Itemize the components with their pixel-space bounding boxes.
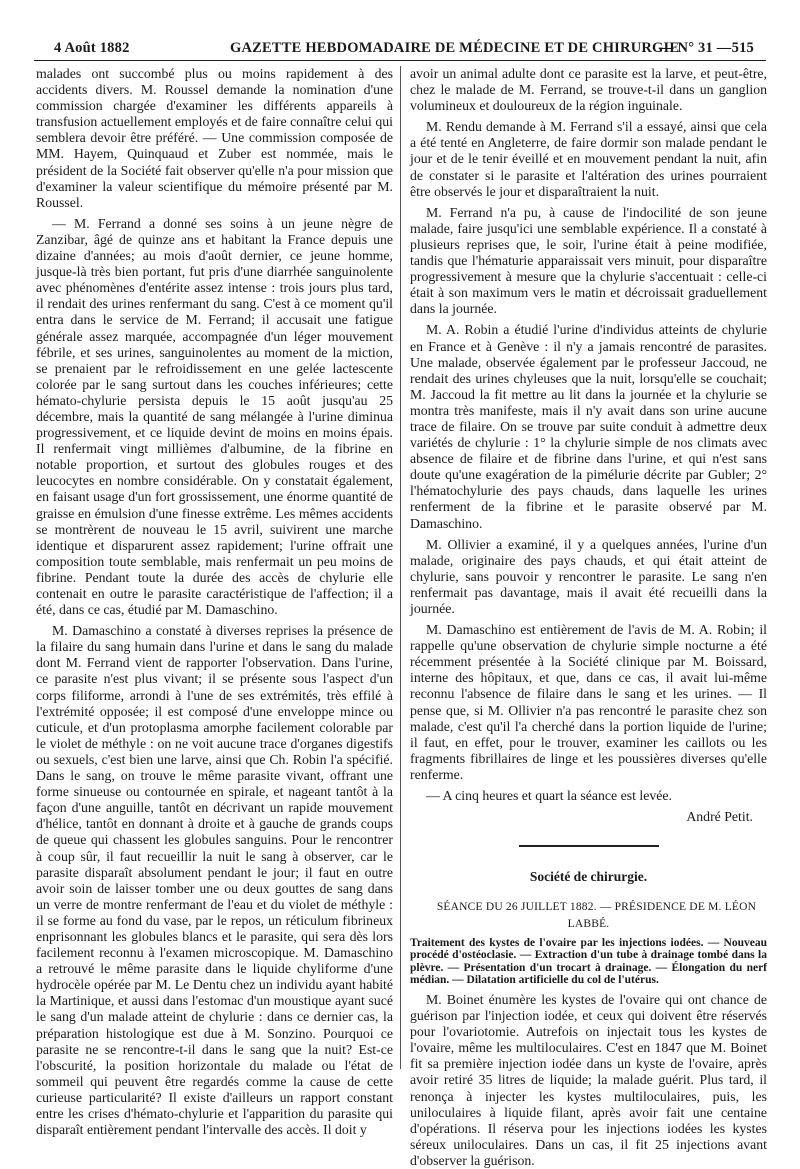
paragraph: M. Boinet énumère les kystes de l'ovaire qui ont chance de guérison par l'injection iodée, et ceux qui doivent être réservés pour l'ovariotomie. Autrefois on injectait tous les kystes de l'ovaire, même les multiloculaires. C'est en 1847 que M. Boinet fit sa première injection iodée dans un kyste de l'ovaire, après avoir retiré 35 litres de liquide; la malade guérit. Plus tard, il renonça à injecter les kystes multiloculaires, puis, les uniloculaires à liquide filant, après avoir fait une centaine d'opérations. Il réserva pour les injections iodées les kystes séreux uniloculaires. Dans un cas, il fit 25 injections avant d'observer la guérison. (410, 991, 767, 1168)
header-title: GAZETTE HEBDOMADAIRE DE MÉDECINE ET DE CHIRURGIE (230, 40, 680, 56)
header-page-number: 515 (731, 40, 754, 56)
paragraph: malades ont succombé plus ou moins rapidement à des accidents divers. M. Roussel demande la nomination d'une commission chargée d'examiner les différents appareils à transfusion actuellement employés et de faire connaître celui qui semblera devoir être préféré. — Une commission composée de MM. Hayem, Quinquaud et Zuber est nommée, mais le président de la Société fait observer qu'elle n'a pour mission que d'examiner la valeur scientifique du mémoire présenté par M. Roussel. (36, 66, 393, 210)
column-divider (400, 66, 401, 1069)
session-summary: Traitement des kystes de l'ovaire par les injections iodées. — Nouveau procédé d'ostéoclasie. — Extraction d'un tube à drainage tombé dans la plèvre. — Présentation d'un trocart à drainage. — Élongation du nerf médian. — Dilatation artificielle du col de l'utérus. (410, 936, 767, 987)
right-column (410, 66, 767, 1168)
paragraph: M. A. Robin a étudié l'urine d'individus atteints de chylurie en France et à Genève : il n'y a jamais rencontré de parasites. Une malade, observée également par le professeur Jaccoud, ne rendait des urines chyleuses que la nuit, lorsqu'elle se couchait; M. Jaccoud la fit mettre au lit dans la journée et la chylurie se montra très manifeste, mais il n'y avait dans son urine aucune trace de filaire. On se trouve par suite conduit à admettre deux variétés de chylurie : 1° la chylurie simple de nos climats avec absence de filaire et de fibrine dans l'urine, et qui n'est sans doute qu'une exagération de la pimélurie décrite par Gubler; 2° l'hématochylurie des pays chauds, dans laquelle les urines renferment de la fibrine et le parasite observé par M. Damaschino. (410, 322, 767, 531)
paragraph: avoir un animal adulte dont ce parasite est la larve, et peut-être, chez le malade de M. Ferrand, se trouve-t-il dans un ganglion volumineux et douloureux de la région inguinale. (410, 66, 767, 114)
paragraph: M. Rendu demande à M. Ferrand s'il a essayé, ainsi que cela a été tenté en Angleterre, de faire dormir son malade pendant le jour et de le tenir éveillé et en mouvement pendant la nuit, afin de constater si le parasite et l'altération des urines pourraient être observés le jour et disparaîtraient la nuit. (410, 119, 767, 199)
running-header (34, 38, 766, 61)
header-issue-number: — N° 31 — (659, 40, 732, 56)
paragraph: M. Ferrand n'a pu, à cause de l'indocilité de son jeune malade, faire jusqu'ici une semblable expérience. Il a constaté à plusieurs reprises que, le soir, l'urine était à peine modifiée, tandis que l'hématurie apparaissait vers minuit, pour disparaître progressivement à mesure que la chylurie s'accentuait : celle-ci était à son maximum vers le matin et décroissait graduellement dans la journée. (410, 204, 767, 317)
paragraph: M. Ollivier a examiné, il y a quelques années, l'urine d'un malade, originaire des pays chauds, et qui était atteint de chylurie, sans pouvoir y rencontrer le parasite. Le sang n'en renfermait pas davantage, mais il avait été recueilli dans la journée. (410, 536, 767, 616)
section-rule (410, 835, 767, 851)
signature: André Petit. (686, 809, 753, 825)
paragraph: M. Damaschino est entièrement de l'avis de M. A. Robin; il rappelle qu'une observation de chylurie simple nocturne a été récemment présentée à la Société clinique par M. Boissard, interne des hôpitaux, et que, dans ce cas, il avait lui-même reconnu l'absence de filaire dans le sang et les urines. — Il pense que, si M. Ollivier n'a pas rencontré le parasite chez son malade, c'est qu'il l'a cherché dans la portion liquide de l'urine; il faut, en effet, pour le trouver, examiner les caillots ou les fragments fibrillaires de linge et les poussières diverses qu'elle renferme. (410, 622, 767, 782)
section-title: Société de chirurgie. (529, 869, 648, 885)
header-date: 4 Août 1882 (54, 40, 130, 56)
session-subtitle: SÉANCE DU 26 JUILLET 1882. — PRÉSIDENCE DE M. LÉON LABBÉ. (436, 901, 757, 930)
paragraph: M. Damaschino a constaté à diverses reprises la présence de la filaire du sang humain dans l'urine et dans le sang du malade dont M. Ferrand vient de rapporter l'observation. Dans l'urine, ce parasite n'est plus vivant; il se présente sous l'aspect d'un corps filiforme, arrondi à l'une de ses extrémités, très effilé à l'extrémité opposée; il est composé d'une enveloppe mince ou cuticule, et d'un protoplasma amorphe facilement colorable par le violet de méthyle : on ne voit aucune trace d'organes digestifs ou sexuels, c'est bien une larve, ainsi que Ch. Robin l'a spécifié. Dans le sang, on trouve le même parasite vivant, offrant une forme sinueuse ou contournée en spirale, et nageant tantôt à la façon d'une anguille, tantôt en décrivant un rapide mouvement d'hélice, tantôt en donnant à droite et à gauche de grands coups de queue qui chassent les globules sanguins. Pour le rencontrer à coup sûr, il faut recueillir la nuit le sang à observer, car le parasite disparaît absolument pendant le jour; il faut en outre avoir soin de laisser tomber une ou deux gouttes de sang dans un verre de montre renfermant de l'eau et du violet de méthyle : il se forme au fond du vase, par le repos, un réticulum fibrineux enprisonnant les globules blancs et le parasite, qui sera dès lors facilement reconnu à l'examen microscopique. M. Damaschino a retrouvé le même parasite dans le liquide chyliforme d'une hydrocèle opérée par M. Le Dentu chez un individu ayant habité la Martinique, et aussi dans l'estomac d'un moustique ayant sucé le sang d'un malade atteint de chylurie : dans ce dernier cas, la préparation histologique est due à M. Sonzino. Pourquoi ce parasite ne se rencontre-t-il dans le sang que la nuit? Est-ce l'obscurité, la position horizontale du malade ou l'état de sommeil qui peuvent être regardés comme la cause de cette curieuse particularité? Il existe d'ailleurs un rapport constant entre les crises d'hémato-chylurie et l'apparition du parasite qui disparaît entièrement pendant l'intervalle des accès. Il doit y (36, 623, 393, 1138)
paragraph: — M. Ferrand a donné ses soins à un jeune nègre de Zanzibar, âgé de quinze ans et habitant la France depuis une dizaine d'années; au mois d'août dernier, ce jeune homme, jusque-là très bien portant, fut pris d'une diarrhée sanguinolente avec phénomènes d'entérite assez intense : trois jours plus tard, il rendait des urines renfermant du sang. C'est à ce moment qu'il entra dans le service de M. Ferrand; il accusait une fatigue générale assez marquée, accompagnée d'un léger mouvement fébrile, et ses urines, sanguinolentes au moment de la miction, se prenaient par le refroidissement en une gelée lactescente colorée par le sang surtout dans les couches inférieures; cette hémato-chylurie persista depuis le 15 août jusqu'au 25 décembre, mais la quantité de sang mélangée à l'urine diminua progressivement, et ce liquide devint de moins en moins épais. Il renfermait vingt millièmes d'albumine, de la fibrine en notable proportion, et surtout des globules rouges et des leucocytes en nombre considérable. On y constatait également, en faisant usage d'un fort grossissement, une énorme quantité de graisse en émulsion d'une finesse extrême. Les mêmes accidents se montrèrent de nouveau le 15 avril, suivirent une marche identique et disparurent assez rapidement; l'urine offrait une composition toute semblable, mais renfermait un peu moins de fibrine. Pendant toute la durée des accès de chylurie elle contenait en outre le parasite caractéristique de l'affection; il a été, dans ce cas, étudié par M. Damaschino. (36, 215, 393, 618)
paragraph: — A cinq heures et quart la séance est levée. (426, 788, 672, 804)
left-column (36, 66, 393, 1138)
